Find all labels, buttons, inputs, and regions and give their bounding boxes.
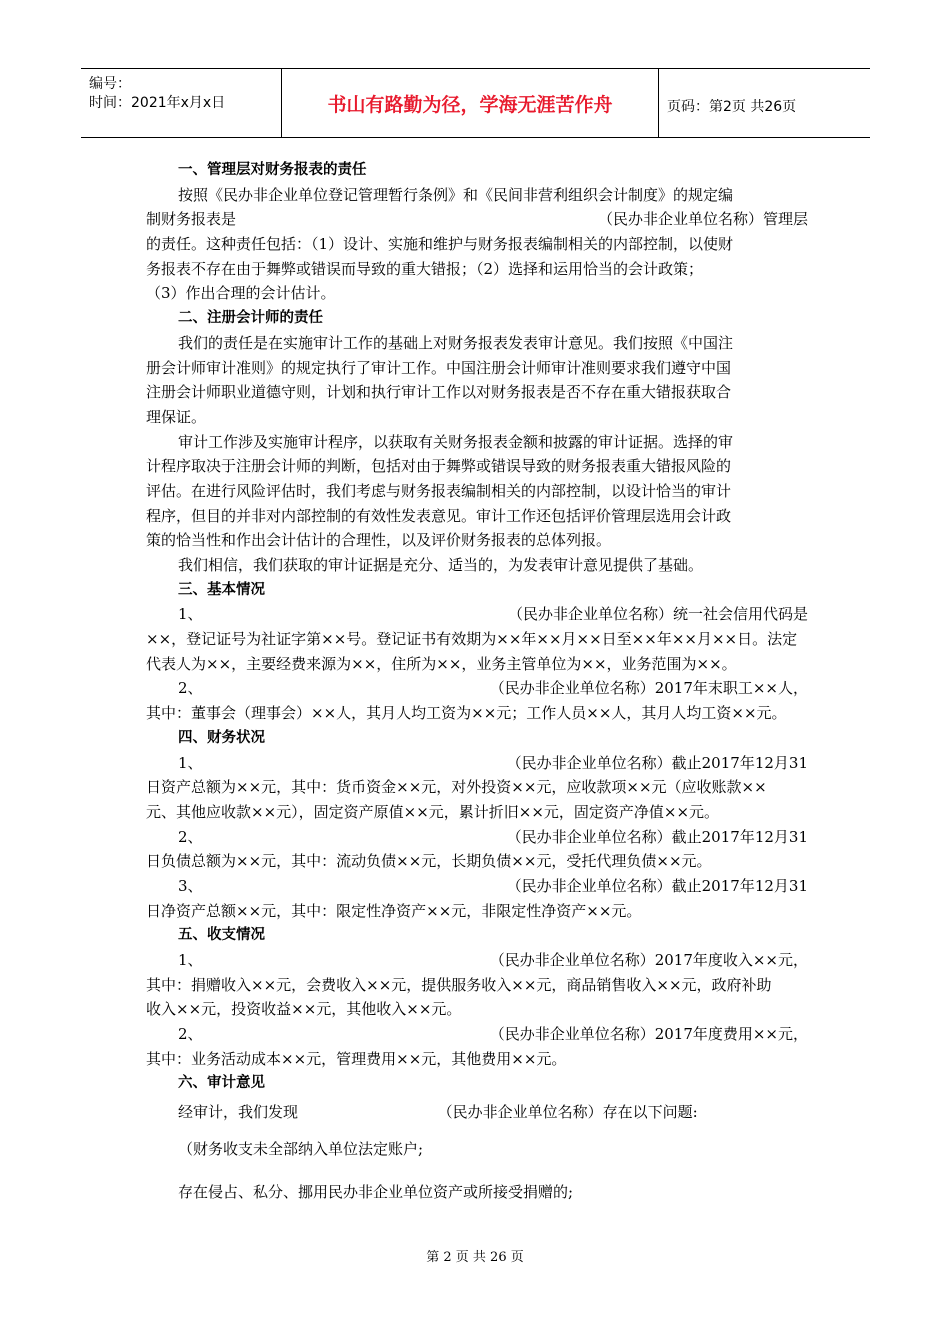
text-line [146,207,808,232]
item-number: 1、 [178,605,203,624]
text-line: ××，登记证号为社证字第××号。登记证书有效期为××年××月××日至××年××月××日。法定 [146,630,798,649]
text-line [146,751,808,776]
text-line: 我们相信，我们获取的审计证据是充分、适当的，为发表审计意见提供了基础。 [178,556,704,574]
text-line: 的责任。这种责任包括：（1）设计、实施和维护与财务报表编制相关的内部控制，以使财 [146,235,734,254]
text-line: 元、其他应收款××元），固定资产原值××元，累计折旧××元，固定资产净值××元。 [146,802,720,821]
section-title: 五、收支情况 [178,927,265,944]
page-number-label: 页码：第2页 共26页 [667,99,797,115]
text-fragment: （民办非企业单位名称）统一社会信用代码是 [507,605,808,624]
text-line: 日资产总额为××元，其中：货币资金××元，对外投资××元，应收款项××元（应收账款×× [146,778,767,797]
text-line: 务报表不存在由于舞弊或错误而导致的重大错报；（2）选择和运用恰当的会计政策； [146,259,704,278]
text-line [146,825,808,850]
page-footer: 第 2 页 共 26 页 [426,1250,524,1265]
text-line: 代表人为××，主要经费来源为××，住所为××，业务主管单位为××，业务范围为××。 [146,654,737,673]
header-table [81,68,870,138]
text-line [146,676,808,701]
item-number: 1、 [178,753,203,772]
text-line: 我们的责任是在实施审计工作的基础上对财务报表发表审计意见。我们按照《中国注 [178,333,734,352]
text-line: 注册会计师职业道德守则，计划和执行审计工作以对财务报表是否不存在重大错报获取合 [146,383,732,402]
text-fragment: （民办非企业单位名称）截止2017年12月31 [506,753,808,772]
serial-label: 编号： [89,76,131,92]
text-line: 其中：董事会（理事会）××人，其月人均工资为××元；工作人员××人，其月人均工资××元。 [146,704,787,723]
text-line: 存在侵占、私分、挪用民办非企业单位资产或所接受捐赠的; [178,1183,574,1202]
header-info-cell [81,69,282,137]
text-line [146,1022,808,1047]
text-line: 按照《民办非企业单位登记管理暂行条例》和《民间非营利组织会计制度》的规定编 [178,185,734,204]
document-body [146,158,808,1209]
text-line [146,874,808,899]
text-line: 策的恰当性和作出会计估计的合理性，以及评价财务报表的总体列报。 [146,531,612,550]
text-line: 计程序取决于注册会计师的判断，包括对由于舞弊或错误导致的财务报表重大错报风险的 [146,457,732,476]
text-line [146,948,808,973]
text-fragment: 制财务报表是 [146,210,237,229]
section-title: 三、基本情况 [178,581,265,598]
text-fragment: （民办非企业单位名称）2017年度费用××元， [489,1025,808,1044]
text-line [146,1096,808,1129]
item-number: 3、 [178,876,203,895]
text-line: 收入××元，投资收益××元，其他收入××元。 [146,1000,462,1019]
item-number: 2、 [178,1025,203,1044]
text-line [146,602,808,627]
text-fragment: （民办非企业单位名称）截止2017年12月31 [506,876,808,895]
item-number: 1、 [178,951,203,969]
header-motto: 书山有路勤为径，学海无涯苦作舟 [282,69,659,137]
item-number: 2、 [178,827,203,846]
text-line: 其中：捐赠收入××元，会费收入××元，提供服务收入××元，商品销售收入××元，政府补助 [146,975,772,994]
text-line: 册会计师审计准则》的规定执行了审计工作。中国注册会计师审计准则要求我们遵守中国 [146,358,732,377]
text-fragment: （民办非企业单位名称）2017年末职工××人， [489,679,808,698]
section-title: 一、管理层对财务报表的责任 [178,162,367,178]
item-number: 2、 [178,679,203,698]
time-label: 时间：2021年x月x日 [89,95,226,111]
text-fragment: （民办非企业单位名称）管理层 [597,210,808,229]
section-title: 六、审计意见 [178,1075,265,1092]
text-line: 日净资产总额××元，其中：限定性净资产××元，非限定性净资产××元。 [146,901,642,920]
text-fragment: （民办非企业单位名称）存在以下问题: [437,1103,698,1122]
text-line: 评估。在进行风险评估时，我们考虑与财务报表编制相关的内部控制，以设计恰当的审计 [146,481,732,500]
section-title: 二、注册会计师的责任 [178,310,323,327]
text-fragment: 经审计，我们发现 [178,1103,299,1122]
text-line: 理保证。 [146,407,207,426]
text-line: 日负债总额为××元，其中：流动负债××元，长期负债××元，受托代理负债××元。 [146,852,712,871]
section-title: 四、财务状况 [178,729,265,746]
text-fragment: （民办非企业单位名称）截止2017年12月31 [506,827,808,846]
text-line: （3）作出合理的会计估计。 [146,284,336,303]
text-line: （财务收支未全部纳入单位法定账户; [178,1140,424,1159]
text-line: 其中：业务活动成本××元，管理费用××元，其他费用××元。 [146,1049,567,1068]
text-line: 程序，但目的并非对内部控制的有效性发表意见。审计工作还包括评价管理层选用会计政 [146,506,732,525]
text-fragment: （民办非企业单位名称）2017年度收入××元， [489,951,808,969]
text-line: 审计工作涉及实施审计程序，以获取有关财务报表金额和披露的审计证据。选择的审 [178,432,734,451]
